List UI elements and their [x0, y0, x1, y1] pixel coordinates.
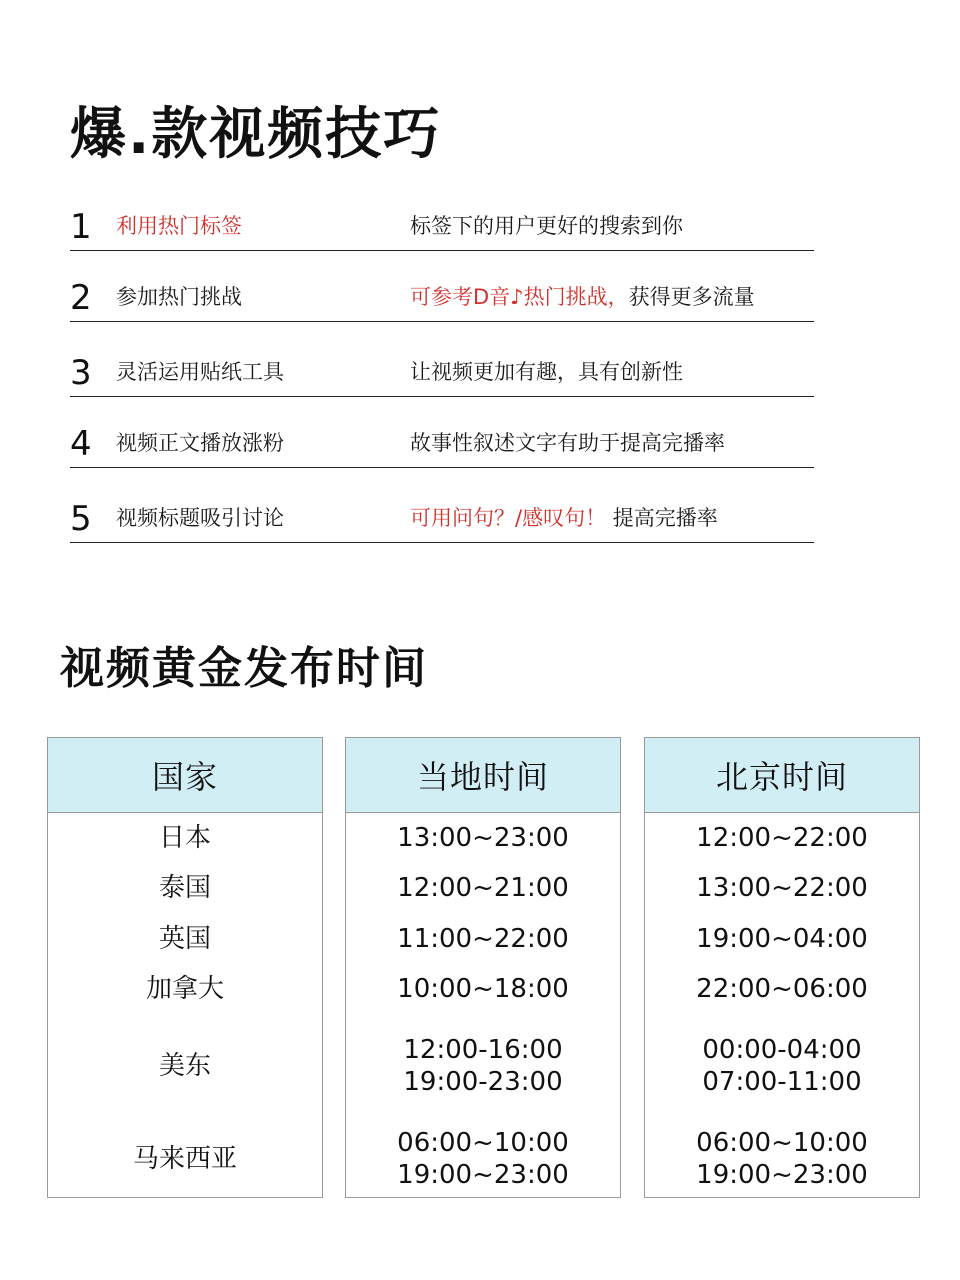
country-cell: 加拿大 [145, 974, 224, 1004]
tip-description-text: 获得更多流量 [628, 285, 755, 309]
tip-row [70, 278, 814, 322]
tip-number: 4 [70, 424, 92, 464]
tip-row [70, 424, 814, 468]
tip-row [70, 499, 814, 543]
tip-name: 视频正文播放涨粉 [116, 431, 284, 455]
tip-name: 参加热门挑战 [116, 285, 242, 309]
tip-number: 1 [70, 207, 92, 247]
local-time-cell: 12:00-16:00 [403, 1035, 563, 1065]
beijing-time-cell: 06:00~10:00 [696, 1128, 868, 1158]
beijing-time-cell: 00:00-04:00 [702, 1035, 862, 1065]
tip-description [410, 360, 683, 384]
tip-row [70, 353, 814, 397]
country-column [47, 737, 323, 1198]
page-title: 爆.款视频技巧 [70, 102, 442, 167]
column-header-country: 国家 [48, 738, 322, 813]
beijing-time-cell: 13:00~22:00 [696, 873, 868, 903]
tip-description [410, 285, 755, 309]
tip-name: 利用热门标签 [116, 214, 242, 238]
tip-name: 视频标题吸引讨论 [116, 506, 284, 530]
local-time-cell: 19:00-23:00 [403, 1067, 563, 1097]
country-cell: 马来西亚 [132, 1144, 237, 1174]
beijing-time-cell: 07:00-11:00 [702, 1067, 862, 1097]
local-time-cell: 10:00~18:00 [397, 974, 569, 1004]
tip-number: 2 [70, 278, 92, 318]
tip-description-text: 让视频更加有趣，具有创新性 [410, 360, 683, 384]
country-cell: 美东 [158, 1051, 211, 1081]
column-header-local-time: 当地时间 [346, 738, 620, 813]
local-time-cell: 12:00~21:00 [397, 873, 569, 903]
column-header-beijing-time: 北京时间 [645, 738, 919, 813]
local-time-cell: 06:00~10:00 [397, 1128, 569, 1158]
tip-description [410, 506, 718, 530]
country-cell: 英国 [158, 924, 211, 954]
local-time-cell: 11:00~22:00 [397, 924, 569, 954]
tip-description [410, 214, 683, 238]
tip-number: 3 [70, 353, 92, 393]
local-time-cell: 19:00~23:00 [397, 1160, 569, 1190]
country-cell: 泰国 [158, 873, 211, 903]
local-time-column [345, 737, 621, 1198]
beijing-time-cell: 12:00~22:00 [696, 823, 868, 853]
local-time-cell: 13:00~23:00 [397, 823, 569, 853]
tip-name: 灵活运用贴纸工具 [116, 360, 284, 384]
beijing-time-cell: 19:00~23:00 [696, 1160, 868, 1190]
tip-description-highlight: 可参考D音♪热门挑战， [410, 285, 629, 309]
tip-description-text: 提高完播率 [612, 506, 718, 530]
tip-description [410, 431, 725, 455]
beijing-time-column [644, 737, 920, 1198]
tip-description-text: 故事性叙述文字有助于提高完播率 [410, 431, 725, 455]
tip-number: 5 [70, 499, 92, 539]
beijing-time-cell: 19:00~04:00 [696, 924, 868, 954]
tip-description-highlight: 可用问句？/感叹句！ [410, 506, 607, 530]
tip-row [70, 207, 814, 251]
beijing-time-cell: 22:00~06:00 [696, 974, 868, 1004]
country-cell: 日本 [158, 823, 211, 853]
tip-description-text: 标签下的用户更好的搜索到你 [410, 214, 683, 238]
section-title: 视频黄金发布时间 [60, 643, 428, 694]
